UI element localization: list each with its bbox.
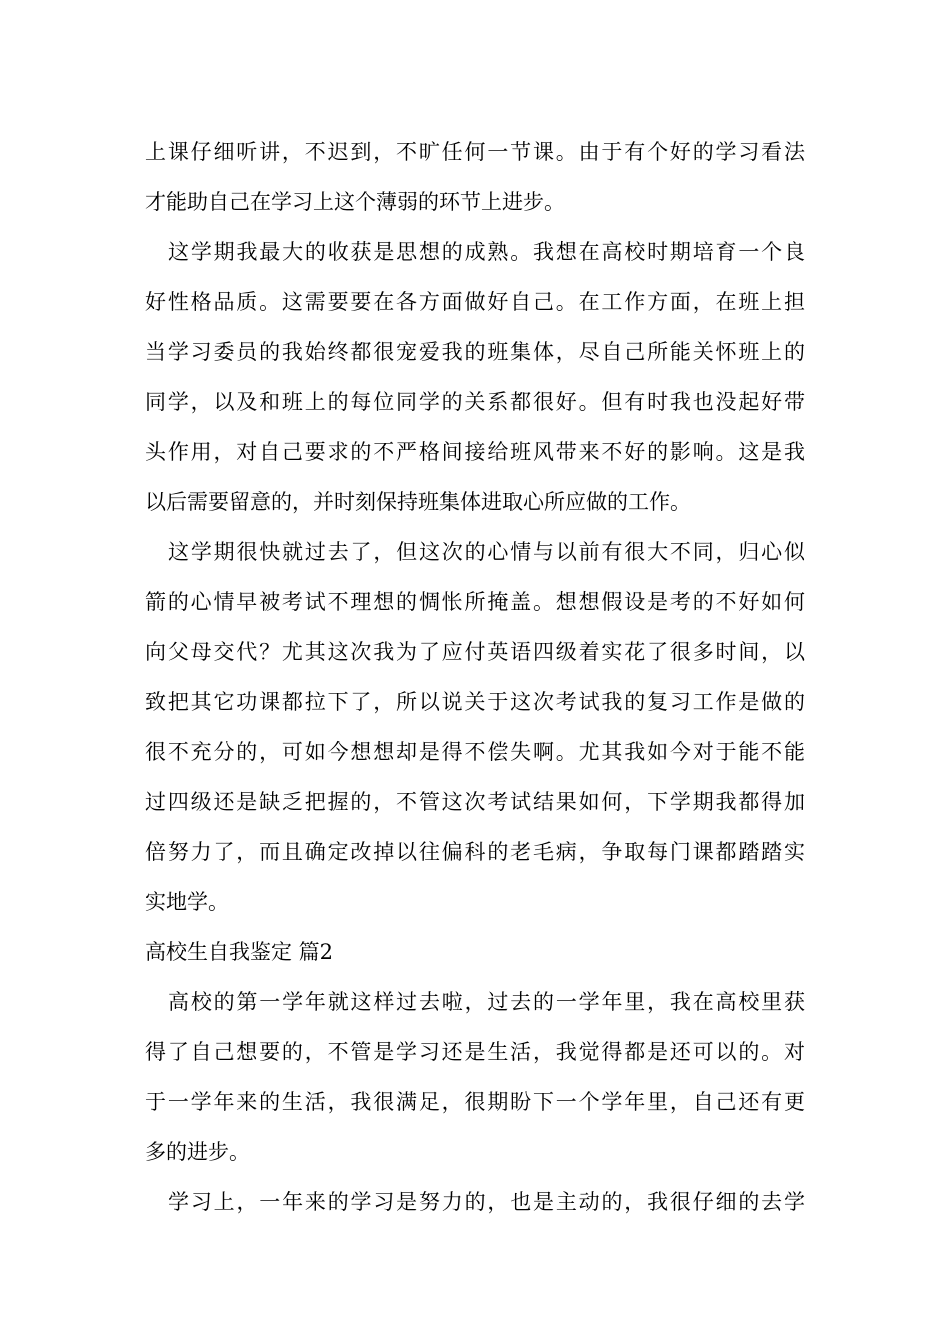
paragraph-3 — [145, 527, 805, 927]
paragraph-5 — [145, 1177, 805, 1227]
text-line: 实地学。 — [145, 890, 229, 914]
text-line: 这学期我最大的收获是思想的成熟。我想在高校时期培育一个良 — [168, 240, 805, 264]
section-heading — [145, 927, 805, 977]
text-line: 这学期很快就过去了，但这次的心情与以前有很大不同，归心似 — [168, 540, 805, 564]
document-page — [145, 127, 805, 1227]
text-line: 箭的心情早被考试不理想的惆怅所掩盖。想想假设是考的不好如何 — [145, 590, 805, 614]
paragraph-1 — [145, 127, 805, 227]
text-line: 致把其它功课都拉下了，所以说关于这次考试我的复习工作是做的 — [145, 690, 805, 714]
paragraph-2 — [145, 227, 805, 527]
text-line: 高校的第一学年就这样过去啦，过去的一学年里，我在高校里获 — [168, 990, 805, 1014]
heading-text: 高校生自我鉴定 篇2 — [145, 940, 334, 964]
text-line: 学习上，一年来的学习是努力的，也是主动的，我很仔细的去学 — [168, 1190, 805, 1214]
text-line: 很不充分的，可如今想想却是得不偿失啊。尤其我如今对于能不能 — [145, 740, 805, 764]
text-line: 好性格品质。这需要要在各方面做好自己。在工作方面，在班上担 — [145, 290, 805, 314]
text-line: 同学，以及和班上的每位同学的关系都很好。但有时我也没起好带 — [145, 390, 805, 414]
text-line: 才能助自己在学习上这个薄弱的环节上进步。 — [145, 190, 565, 214]
text-line: 头作用，对自己要求的不严格间接给班风带来不好的影响。这是我 — [145, 440, 805, 464]
text-line: 当学习委员的我始终都很宠爱我的班集体，尽自己所能关怀班上的 — [145, 340, 805, 364]
text-line: 于一学年来的生活，我很满足，很期盼下一个学年里，自己还有更 — [145, 1090, 805, 1114]
text-line: 倍努力了，而且确定改掉以往偏科的老毛病，争取每门课都踏踏实 — [145, 840, 805, 864]
text-line: 得了自己想要的，不管是学习还是生活，我觉得都是还可以的。对 — [145, 1040, 805, 1064]
text-line: 以后需要留意的，并时刻保持班集体进取心所应做的工作。 — [145, 490, 691, 514]
text-line: 多的进步。 — [145, 1140, 250, 1164]
text-line: 上课仔细听讲，不迟到，不旷任何一节课。由于有个好的学习看法 — [145, 140, 805, 164]
paragraph-4 — [145, 977, 805, 1177]
text-line: 向父母交代？尤其这次我为了应付英语四级着实花了很多时间，以 — [145, 640, 805, 664]
text-line: 过四级还是缺乏把握的，不管这次考试结果如何，下学期我都得加 — [145, 790, 805, 814]
